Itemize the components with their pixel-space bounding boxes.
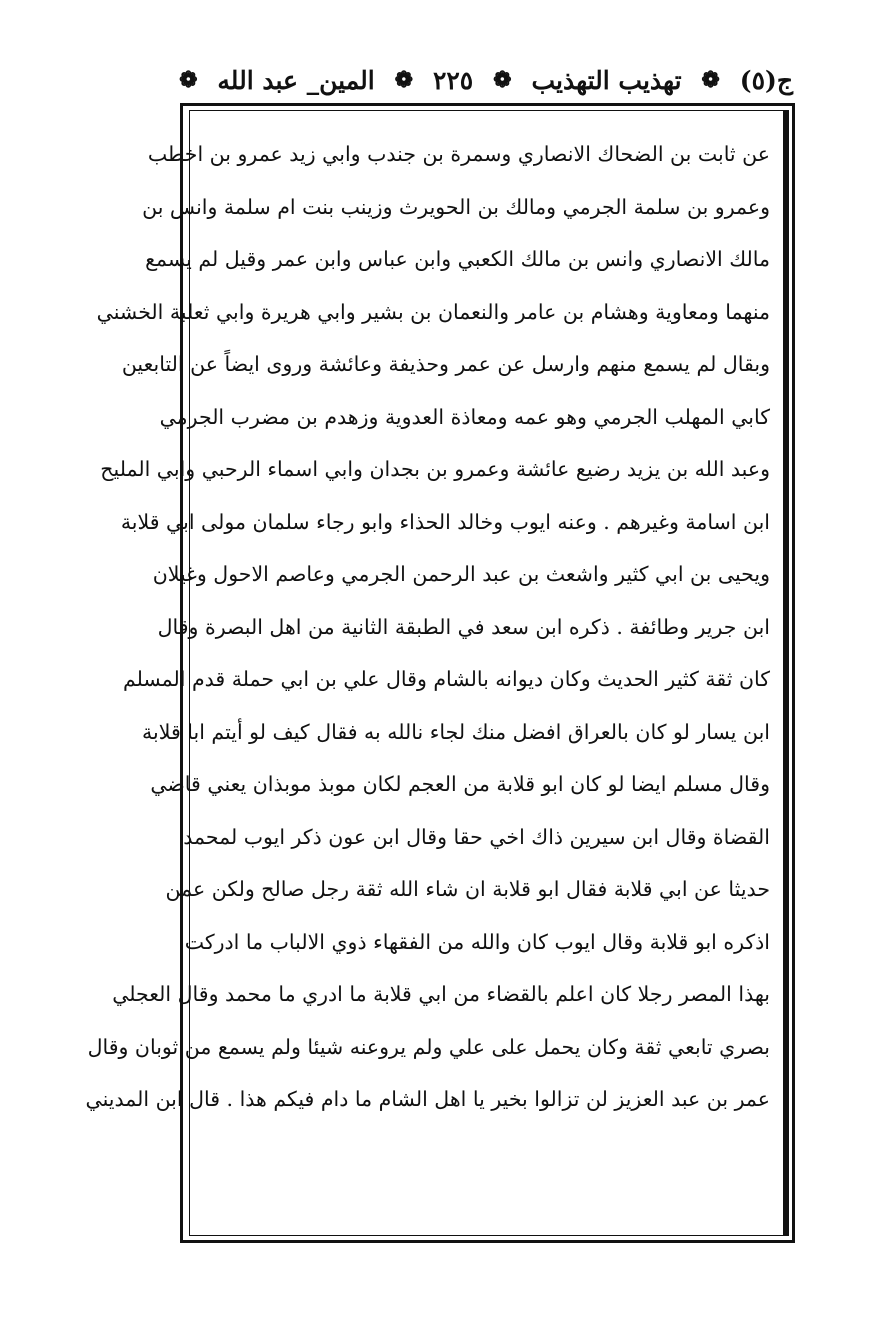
ornament-icon: ❁ — [701, 67, 720, 93]
text-line: بصري تابعي ثقة وكان يحمل على علي ولم يروعنه شيئا ولم يسمع من ثوبان وقال — [87, 1034, 770, 1059]
text-line: كان ثقة كثير الحديث وكان ديوانه بالشام وقال علي بن ابي حملة قدم المسلم — [122, 667, 770, 691]
text-line: وبقال لم يسمع منهم وارسل عن عمر وحذيفة وعائشة وروى ايضاً عن التابعين — [121, 352, 770, 376]
text-line: ابن يسار لو كان بالعراق افضل منك لجاء نالله به فقال كيف لو أيتم ابا قلابة — [142, 719, 770, 744]
text-line: عن ثابت بن الضحاك الانصاري وسمرة بن جندب وابي زيد عمرو بن اخطب — [147, 142, 770, 166]
text-line: مالك الانصاري وانس بن مالك الكعبي وابن عباس وابن عمر وقيل لم يسمع — [145, 247, 770, 271]
text-line: منهما ومعاوية وهشام بن عامر والنعمان بن بشير وابي هريرة وابي ثعلبة الخشني — [96, 299, 770, 324]
text-line: ويحيى بن ابي كثير واشعث بن عبد الرحمن الجرمي وعاصم الاحول وغيلان — [152, 562, 770, 586]
text-line: وقال مسلم ايضا لو كان ابو قلابة من العجم لكان موبذ موبذان يعني قاضي — [150, 772, 770, 796]
text-line: وعبد الله بن يزيد رضيع عائشة وعمرو بن بجدان وابي اسماء الرحبي وابي المليح — [100, 457, 770, 481]
text-line: بهذا المصر رجلا كان اعلم بالقضاء من ابي قلابة ما ادري ما محمد وقال العجلي — [112, 982, 770, 1006]
book-title: تهذيب التهذيب — [531, 65, 682, 95]
text-line: حديثا عن ابي قلابة فقال ابو قلابة ان شاء الله ثقة رجل صالح ولكن عمن — [165, 877, 770, 901]
volume-label: ج(٥) — [739, 65, 793, 95]
ornament-icon: ❁ — [179, 67, 198, 93]
body-text — [85, 128, 770, 1126]
text-line: اذكره ابو قلابة وقال ايوب كان والله من الفقهاء ذوي الالباب ما ادركت — [184, 929, 770, 954]
ornament-icon: ❁ — [493, 67, 512, 93]
text-line: ابن اسامة وغيرهم . وعنه ايوب وخالد الحذاء وابو رجاء سلمان مولى ابي قلابة — [120, 509, 770, 534]
text-line: كابي المهلب الجرمي وهو عمه ومعاذة العدوية وزهدم بن مضرب الجرمي — [159, 404, 770, 429]
ornament-icon: ❁ — [394, 67, 414, 93]
page-header — [175, 58, 793, 102]
text-line: وعمرو بن سلمة الجرمي ومالك بن الحويرث وزينب بنت ام سلمة وانس بن — [142, 194, 770, 219]
text-line: عمر بن عبد العزيز لن تزالوا بخير يا اهل الشام ما دام فيكم هذا . قال ابن المديني — [85, 1087, 770, 1111]
page-number: ٢٢٥ — [432, 65, 474, 95]
text-line: ابن جرير وطائفة . ذكره ابن سعد في الطبقة الثانية من اهل البصرة وقال — [157, 614, 770, 639]
entry-name: المين_ عبد الله — [217, 65, 375, 95]
text-line: القضاة وقال ابن سيرين ذاك اخي حقا وقال ابن عون ذكر ايوب لمحمد — [183, 824, 770, 849]
